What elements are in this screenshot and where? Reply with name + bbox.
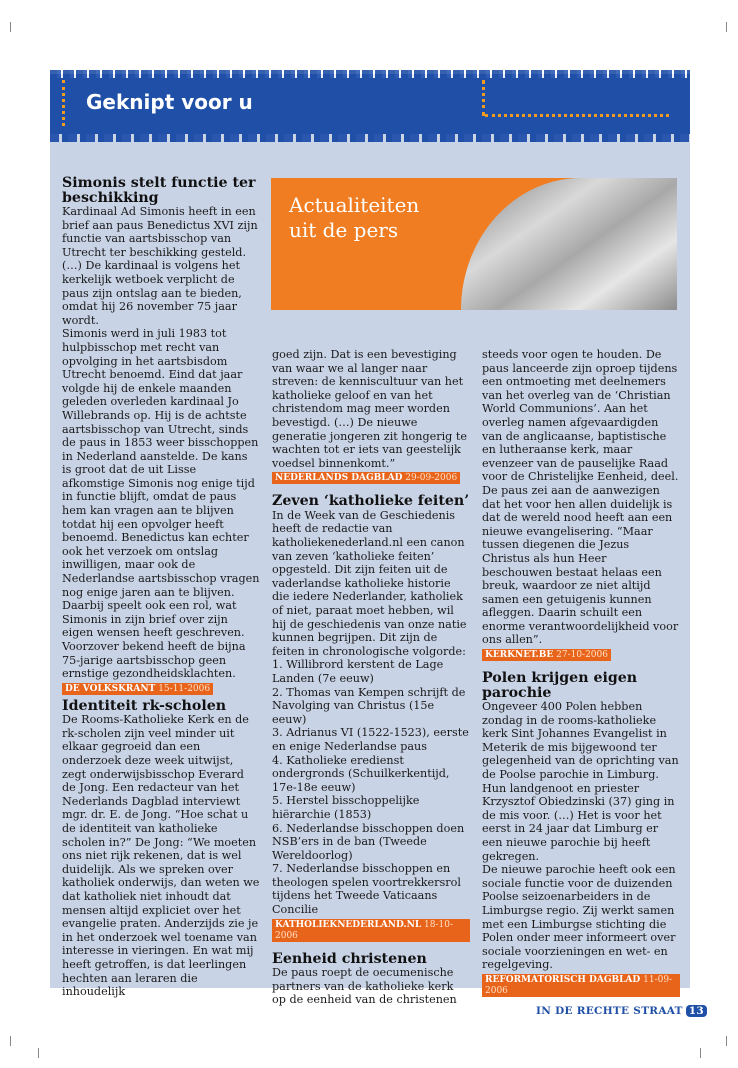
article-paragraph: Simonis werd in juli 1983 tot hulpbisschop met recht van opvolging in het aartsbisdom Utrecht benoemd. Eind dat jaar volgde hij de enkele maanden geleden overleden kardinaal Jo Willebrands op. Hij is de achtste aartsbisschop van Utrecht, sinds de paus in 1853 weer bisschoppen in Nederland aanstelde. De kans is groot dat de uit Lisse afkomstige Simonis nog enige tijd in functie blijft, omdat de paus hem kan vragen aan te blijven totdat hij een opvolger heeft benoemd. Benedictus kan echter ook het verzoek om ontslag inwilligen, maar ook de Nederlandse aartsbisschop vragen nog enige jaren aan te blijven. Daarbij speelt ook een rol, wat Simonis in zijn brief over zijn eigen wensen heeft geschreven. Voorzover bekend heeft de bijna 75-jarige aartsbisschop geen ernstige gezondheidsklachten. [62, 327, 260, 681]
article-title: Identiteit rk-scholen [62, 697, 227, 714]
crop-mark [700, 1048, 701, 1058]
source-badge [272, 919, 470, 942]
decorative-dots [482, 80, 485, 116]
list-item: 3. Adrianus VI (1522-1523), eerste en enige Nederlandse paus [272, 726, 469, 753]
crop-mark [726, 22, 727, 32]
source-badge [272, 472, 460, 484]
banner-rough-edge [50, 134, 690, 142]
article-paragraph: steeds voor ogen te houden. De paus lanceerde zijn oproep tijdens een ontmoeting met deelnemers van het overleg van de ‘Christian World Communions’. Aan het overleg namen afgevaardigden van de anglicaanse, baptistische en lutheraanse kerk, maar evenzeer van de pauselijke Raad voor de Christelijke Eenheid, deel. [482, 348, 679, 484]
article-title: Simonis stelt functie ter beschikking [62, 175, 256, 206]
column-2 [272, 348, 470, 1007]
article-title: Eenheid christenen [272, 950, 427, 967]
source-date: 18-10-2006 [275, 919, 454, 941]
source-badge [482, 649, 611, 661]
banner-rough-edge [50, 70, 690, 78]
list-item: 5. Herstel bisschoppelijke hiërarchie (1853) [272, 794, 420, 821]
source-name: KERKNET.BE [485, 650, 554, 661]
article-title: Zeven ‘katholieke feiten’ [272, 493, 470, 510]
source-date: 11-09-2006 [485, 974, 673, 996]
column-1 [62, 176, 260, 999]
source-date: 15-11-2006 [158, 683, 211, 694]
article-paragraph: Kardinaal Ad Simonis heeft in een brief aan paus Benedictus XVI zijn functie van aartsbisschop van Utrecht ter beschikking gesteld. (…) De kardinaal is volgens het kerkelijk wetboek verplicht de paus zijn ontslag aan te bieden, omdat hij 26 november 75 jaar wordt. [62, 205, 258, 327]
source-name: KATHOLIEKNEDERLAND.NL [275, 919, 422, 930]
decorative-dots [485, 114, 669, 117]
source-badge [62, 683, 213, 695]
source-date: 27-10-2006 [556, 650, 608, 661]
decorative-dots [62, 80, 65, 126]
article-title: Polen krijgen eigen parochie [482, 670, 638, 701]
list-item: 1. Willibrord kerstent de Lage Landen (7e eeuw) [272, 658, 444, 685]
crop-mark [10, 22, 11, 32]
article-paragraph: De Rooms-Katholieke Kerk en de rk-scholen zijn veel minder uit elkaar gegroeid dan een onderzoek deze week uitwijst, zegt onderwijsbisschop Everard de Jong. Een redacteur van het Nederlands Dagblad interviewt mgr. dr. E. de Jong. “Hoe schat u de identiteit van katholieke scholen in?” De Jong: “We moeten ons niet rijk rekenen, dat is wel duidelijk. Als we spreken over katholiek onderwijs, dan weten we dat katholiek niet inhoudt dat mensen altijd expliciet over het evangelie praten. Anderzijds zie je in het onderzoek wel toename van interesse in vieringen. En wat mij heeft getroffen, is dat leerlingen hechten aan leraren die inhoudelijk [62, 713, 260, 999]
article-paragraph: De nieuwe parochie heeft ook een sociale functie voor de duizenden Poolse seizoenarbeiders in de Limburgse regio. Zij werkt samen met een Limburgse stichting die Polen onder meer informeert over sociale voorzieningen en wet- en regelgeving. [482, 863, 676, 972]
promo-box [271, 178, 677, 310]
crop-mark [10, 1036, 11, 1046]
promo-line: Actualiteiten [289, 193, 420, 217]
source-badge [482, 974, 680, 997]
list-item: 4. Katholieke eredienst ondergronds (Schuilkerkentijd, 17e-18e eeuw) [272, 753, 450, 794]
page-footer [536, 1005, 707, 1017]
promo-line: uit de pers [289, 218, 399, 242]
page-number: 13 [686, 1005, 707, 1017]
source-name: NEDERLANDS DAGBLAD [275, 473, 403, 484]
article-paragraph: Ongeveer 400 Polen hebben zondag in de rooms-katholieke kerk Sint Johannes Evangelist in Meterik de mis bijgewoond ter gelegenheid van de oprichting van de Poolse parochie in Limburg. Hun landgenoot en priester Krzysztof Obiedzinski (37) ging in de mis voor. (…) Het is voor het eerst in 24 jaar dat Limburg er een nieuwe parochie bij heeft gekregen. [482, 700, 679, 863]
promo-title [289, 193, 419, 243]
column-3 [482, 348, 680, 1001]
newspaper-image [461, 178, 677, 310]
list-item: 6. Nederlandse bisschoppen doen NSB’ers in de ban (Tweede Wereldoorlog) [272, 821, 465, 862]
source-name: DE VOLKSKRANT [65, 683, 156, 694]
magazine-name: IN DE RECHTE STRAAT [536, 1005, 683, 1017]
article-paragraph: De paus zei aan de aanwezigen dat het voor hen allen duidelijk is dat de wereld nood heeft aan een nieuwe evangelisering. “Maar tussen diegenen die Jezus Christus als hun Heer beschouwen bestaat helaas een breuk, waardoor ze niet altijd samen een getuigenis kunnen afleggen. Daarin schuilt een enorme verantwoordelijkheid voor ons allen”. [482, 483, 679, 647]
article-paragraph: goed zijn. Dat is een bevestiging van waar we al langer naar streven: de kenniscultuur van het katholieke geloof en van het christendom mag meer worden bevestigd. (…) De nieuwe generatie jongeren zit hongerig te wachten tot er iets van geestelijk voedsel binnenkomt.” [272, 348, 468, 470]
section-title: Geknipt voor u [86, 90, 253, 114]
article-paragraph: De paus roept de oecumenische partners van de katholieke kerk op de eenheid van de christenen [272, 966, 457, 1007]
article-paragraph: In de Week van de Geschiedenis heeft de redactie van katholiekenederland.nl een canon van zeven ‘katholieke feiten’ opgesteld. Dit zijn feiten uit de vaderlandse katholieke historie die iedere Nederlander, katholiek of niet, paraat moet hebben, wil hij de geschiedenis van onze natie kunnen begrijpen. Dit zijn de feiten in chronologische volgorde: [272, 508, 467, 658]
source-name: REFORMATORISCH DAGBLAD [485, 974, 641, 985]
list-item: 2. Thomas van Kempen schrijft de Navolging van Christus (15e eeuw) [272, 685, 466, 726]
list-item: 7. Nederlandse bisschoppen en theologen spelen voortrekkersrol tijdens het Tweede Vaticaans Concilie [272, 862, 461, 917]
crop-mark [38, 1048, 39, 1058]
crop-mark [726, 1036, 727, 1046]
source-date: 29-09-2006 [405, 473, 458, 484]
